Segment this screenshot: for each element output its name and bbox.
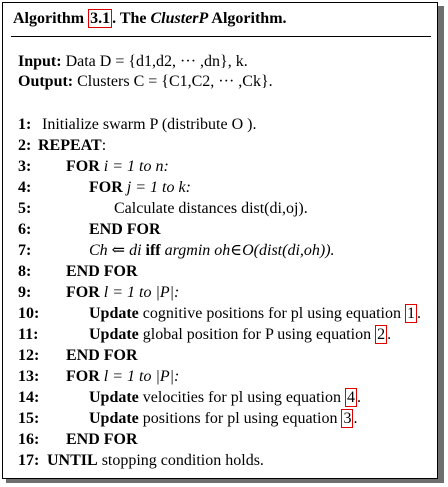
equation-ref-link[interactable]: 2 [377, 326, 386, 343]
algo-line-9: 9: FOR l = 1 to |P|: [18, 284, 180, 301]
algorithm-header [13, 10, 287, 28]
algo-line-4: 4: FOR j = 1 to k: [18, 179, 191, 196]
output-line: Output: Clusters C = {C1,C2, ··· ,Ck}. [18, 73, 273, 90]
algorithm-name: ClusterP [150, 10, 209, 27]
algo-line-6: 6: END FOR [18, 221, 161, 238]
header-title-post: Algorithm. [211, 10, 287, 27]
algo-line-5: 5: Calculate distances dist(di,oj). [18, 200, 308, 217]
algo-line-12: 12: END FOR [18, 347, 138, 364]
algo-line-14: 14: Update velocities for pl using equation 4 . [18, 389, 361, 406]
algo-line-15: 15: Update positions for pl using equation 3 . [18, 410, 358, 427]
algo-line-11: 11: Update global position for P using equation 2 . [18, 326, 392, 343]
algo-line-2: 2: REPEAT: [18, 137, 107, 154]
algo-line-7: 7: Ch ⇐ di iff argmin oh∈O(dist(di,oh)). [18, 242, 335, 259]
algorithm-ref-link[interactable]: 3.1 [90, 10, 111, 27]
algo-line-16: 16: END FOR [18, 431, 138, 448]
algo-line-3: 3: FOR i = 1 to n: [18, 158, 169, 175]
algo-line-1: 1: Initialize swarm P (distribute O ). [18, 116, 257, 133]
algo-line-10: 10: Update cognitive positions for pl using equation 1 . [18, 305, 421, 322]
algo-line-17: 17: UNTIL stopping condition holds. [18, 452, 264, 469]
header-prefix: Algorithm [13, 10, 85, 27]
input-line: Input: Data D = {d1,d2, ··· ,dn}, k. [18, 53, 248, 70]
equation-ref-link[interactable]: 3 [343, 410, 352, 427]
equation-ref-link[interactable]: 1 [406, 305, 415, 322]
header-separator [11, 36, 431, 37]
algorithm-box [2, 2, 438, 479]
equation-ref-link[interactable]: 4 [346, 389, 355, 406]
algo-line-8: 8: END FOR [18, 263, 138, 280]
algo-line-13: 13: FOR l = 1 to |P|: [18, 368, 180, 385]
header-title-pre: . The [112, 10, 147, 27]
